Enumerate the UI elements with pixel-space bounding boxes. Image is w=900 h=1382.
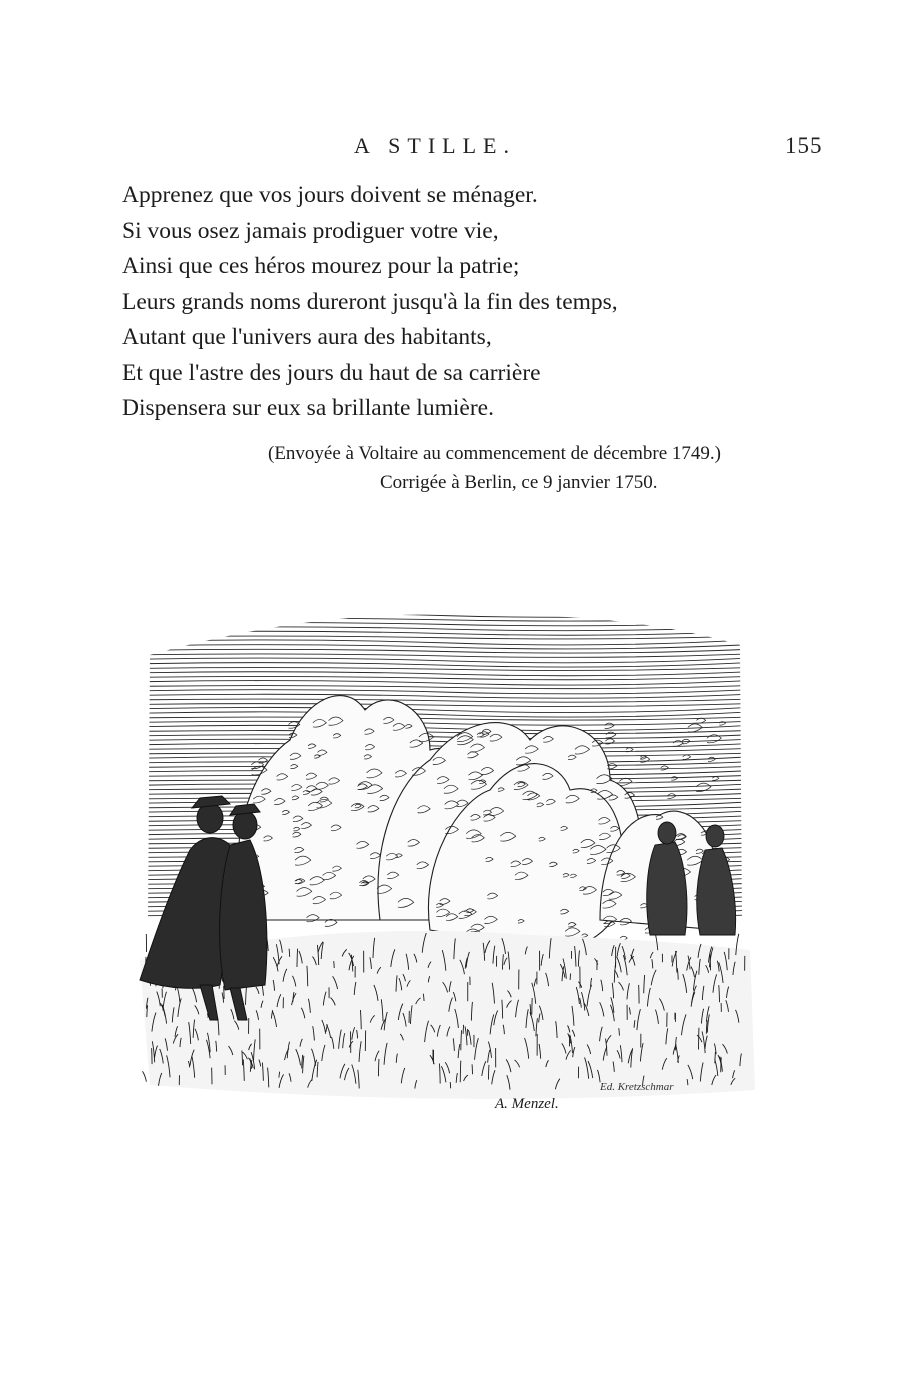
sky-hatch-line: [130, 703, 760, 706]
sky-hatch-line: [130, 711, 760, 717]
foliage-stroke: [619, 778, 632, 785]
verse-line: Dispensera sur eux sa brillante lumière.: [122, 395, 494, 421]
sky-hatch-line: [130, 680, 760, 685]
engraver-signature: Ed. Kretzschmar: [600, 1081, 674, 1093]
sky-hatch-line: [130, 631, 760, 636]
verse-line: Ainsi que ces héros mourez pour la patrie;: [122, 253, 520, 279]
foliage-stroke: [605, 723, 614, 728]
grass-blade: [143, 1071, 147, 1081]
foliage-stroke: [606, 732, 616, 738]
sky-hatch-line: [130, 671, 760, 676]
sky-hatch-line: [130, 694, 760, 699]
sky-hatch-line: [130, 636, 760, 639]
sky-hatch-line: [130, 699, 760, 703]
sky-hatch-line: [130, 717, 760, 720]
sky-hatch-line: [130, 721, 760, 725]
engraving-illustration: [130, 590, 760, 1120]
verse-line: Autant que l'univers aura des habitants,: [122, 324, 492, 350]
sky-hatch-line: [130, 676, 760, 680]
sky-hatch-line: [130, 639, 760, 645]
sky-hatch-line: [130, 662, 760, 667]
note-corrected-line: Corrigée à Berlin, ce 9 janvier 1750.: [380, 472, 658, 493]
grass-blade: [488, 1065, 489, 1080]
page-number: 155: [785, 133, 823, 158]
sky-hatch-line: [130, 649, 760, 653]
sky-hatch-line: [130, 608, 760, 613]
grass-blade: [224, 986, 225, 999]
running-title: A STILLE.: [354, 133, 516, 158]
grass-blade: [297, 949, 298, 967]
sky-hatch-line: [130, 730, 760, 734]
sky-hatch-line: [130, 739, 760, 744]
sky-hatch-line: [130, 644, 760, 649]
foliage-stroke: [712, 777, 719, 781]
grass-blade: [460, 1061, 461, 1083]
verse-line: Leurs grands noms dureront jusqu'à la fin des temps,: [122, 288, 618, 315]
sky-hatch-line: [130, 734, 760, 738]
sky-hatch-line: [130, 622, 760, 626]
verse-block: [122, 178, 802, 427]
note-sent-line: (Envoyée à Voltaire au commencement de décembre 1749.): [268, 443, 722, 464]
sky-hatch-line: [130, 626, 760, 630]
verse-line: Si vous osez jamais prodiguer votre vie,: [122, 217, 499, 244]
engraved-vignette: [130, 590, 760, 1120]
foliage-stroke: [671, 777, 677, 781]
grass-blade: [570, 973, 571, 980]
sky-hatch-line: [130, 653, 760, 657]
grass-blade: [378, 1059, 379, 1076]
verse-line: Et que l'astre des jours du haut de sa carrière: [122, 359, 541, 386]
sky-hatch-line: [130, 725, 760, 731]
sky-hatch-line: [130, 685, 760, 689]
running-head: [0, 133, 900, 165]
foliage-stroke: [661, 766, 668, 770]
sky-hatch-line: [130, 667, 760, 670]
sky-hatch-line: [130, 618, 760, 621]
artist-signature: A. Menzel.: [495, 1096, 559, 1112]
sky-hatch-line: [130, 657, 760, 662]
sky-hatch-line: [130, 613, 760, 618]
sky-hatch-line: [130, 689, 760, 694]
foliage-stroke: [683, 755, 691, 759]
verse-line: Apprenez que vos jours doivent se ménager.: [122, 182, 538, 208]
